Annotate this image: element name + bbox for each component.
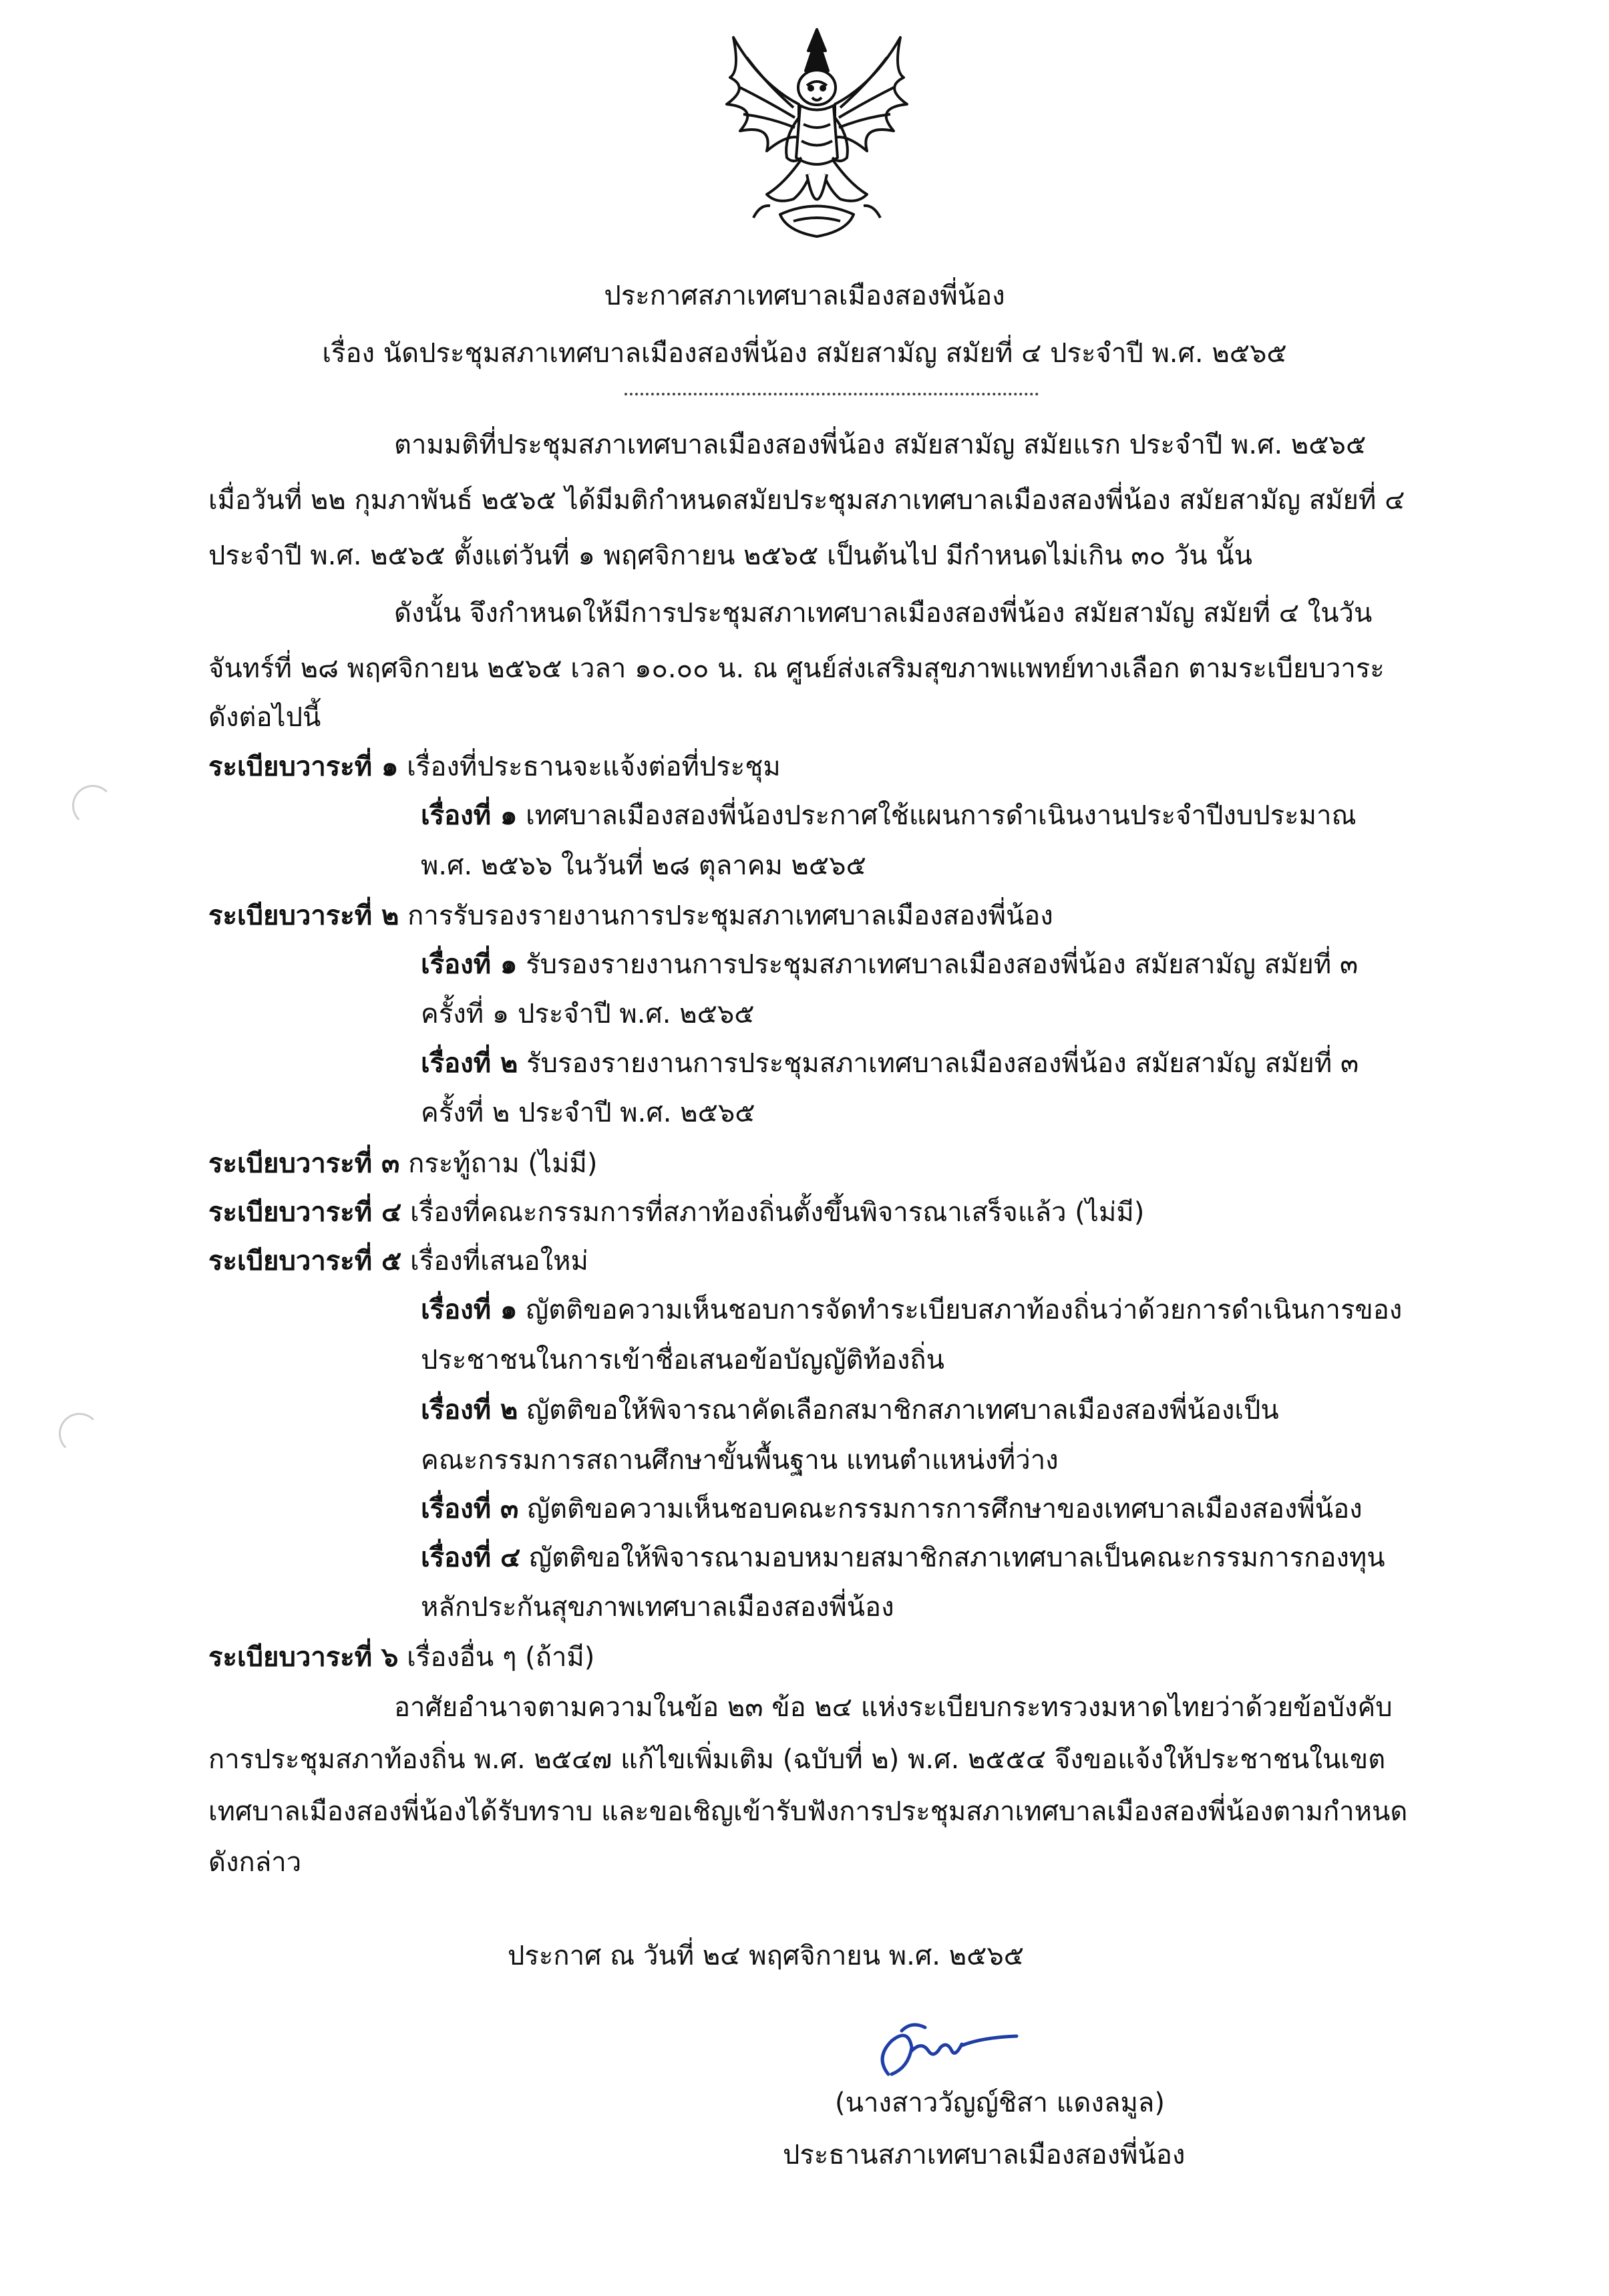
- paragraph-1-line: ประจำปี พ.ศ. ๒๕๖๕ ตั้งแต่วันที่ ๑ พฤศจิกายน ๒๕๖๕ เป็นต้นไป มีกำหนดไม่เกิน ๓๐ วัน นั้น: [208, 540, 1252, 571]
- paragraph-2-line: ดังต่อไปนี้: [208, 702, 321, 733]
- subitem-label: เรื่องที่ ๔: [421, 1542, 521, 1573]
- paragraph-3-line: การประชุมสภาท้องถิ่น พ.ศ. ๒๕๔๗ แก้ไขเพิ่มเติม (ฉบับที่ ๒) พ.ศ. ๒๕๕๔ จึงขอแจ้งให้ประชาชนในเขต: [208, 1744, 1386, 1775]
- subitem-text: ญัตติขอความเห็นชอบคณะกรรมการการศึกษาของเทศบาลเมืองสองพี่น้อง: [527, 1494, 1363, 1524]
- agenda-item-5: [208, 1244, 588, 1279]
- agenda-label: ระเบียบวาระที่ ๕: [208, 1246, 402, 1277]
- agenda-subitem: [421, 1492, 1363, 1526]
- agenda-text: กระทู้ถาม (ไม่มี): [408, 1148, 598, 1179]
- subitem-text: รับรองรายงานการประชุมสภาเทศบาลเมืองสองพี่น้อง สมัยสามัญ สมัยที่ ๓: [526, 1048, 1359, 1079]
- subitem-continuation: คณะกรรมการสถานศึกษาขั้นพื้นฐาน แทนตำแหน่งที่ว่าง: [421, 1445, 1059, 1476]
- agenda-text: เรื่องที่ประธานจะแจ้งต่อที่ประชุม: [407, 752, 781, 782]
- agenda-text: เรื่องที่เสนอใหม่: [410, 1246, 588, 1277]
- agenda-subitem: [421, 1540, 1385, 1575]
- announcement-subject: เรื่อง นัดประชุมสภาเทศบาลเมืองสองพี่น้อง สมัยสามัญ สมัยที่ ๔ ประจำปี พ.ศ. ๒๕๖๕: [322, 338, 1287, 369]
- paragraph-3-line: อาศัยอำนาจตามความในข้อ ๒๓ ข้อ ๒๔ แห่งระเบียบกระทรวงมหาดไทยว่าด้วยข้อบังคับ: [394, 1692, 1393, 1723]
- agenda-subitem: [421, 798, 1357, 833]
- subitem-continuation: หลักประกันสุขภาพเทศบาลเมืองสองพี่น้อง: [421, 1592, 894, 1623]
- agenda-subitem: [421, 1393, 1279, 1428]
- signer-title: ประธานสภาเทศบาลเมืองสองพี่น้อง: [783, 2140, 1186, 2170]
- subitem-continuation: ประชาชนในการเข้าชื่อเสนอข้อบัญญัติท้องถิ่น: [421, 1345, 944, 1375]
- subitem-label: เรื่องที่ ๑: [421, 949, 518, 980]
- agenda-item-6: [208, 1640, 594, 1675]
- subitem-label: เรื่องที่ ๑: [421, 800, 518, 831]
- agenda-text: เรื่องที่คณะกรรมการที่สภาท้องถิ่นตั้งขึ้นพิจารณาเสร็จแล้ว (ไม่มี): [410, 1197, 1145, 1228]
- agenda-item-3: [208, 1146, 598, 1181]
- subitem-continuation: ครั้งที่ ๒ ประจำปี พ.ศ. ๒๕๖๕: [421, 1098, 755, 1128]
- subitem-label: เรื่องที่ ๒: [421, 1395, 518, 1426]
- announcement-date: ประกาศ ณ วันที่ ๒๔ พฤศจิกายน พ.ศ. ๒๕๖๕: [508, 1941, 1025, 1971]
- punch-hole-mark: [59, 1413, 100, 1454]
- garuda-emblem-icon: [720, 24, 914, 244]
- handwritten-signature: [862, 2011, 1022, 2084]
- subitem-continuation: พ.ศ. ๒๕๖๖ ในวันที่ ๒๘ ตุลาคม ๒๕๖๕: [421, 850, 866, 881]
- paragraph-2-line: ดังนั้น จึงกำหนดให้มีการประชุมสภาเทศบาลเมืองสองพี่น้อง สมัยสามัญ สมัยที่ ๔ ในวัน: [394, 598, 1373, 629]
- agenda-item-1: [208, 750, 781, 784]
- agenda-label: ระเบียบวาระที่ ๑: [208, 752, 399, 782]
- subitem-label: เรื่องที่ ๑: [421, 1295, 518, 1325]
- agenda-label: ระเบียบวาระที่ ๓: [208, 1148, 400, 1179]
- agenda-label: ระเบียบวาระที่ ๒: [208, 900, 399, 931]
- paragraph-3-line: เทศบาลเมืองสองพี่น้องได้รับทราบ และขอเชิญเข้ารับฟังการประชุมสภาเทศบาลเมืองสองพี่น้องตามกำหนด: [208, 1796, 1408, 1827]
- agenda-subitem: [421, 1293, 1402, 1327]
- agenda-text: การรับรองรายงานการประชุมสภาเทศบาลเมืองสองพี่น้อง: [407, 900, 1053, 931]
- agenda-label: ระเบียบวาระที่ ๔: [208, 1197, 402, 1228]
- paragraph-1-line: ตามมติที่ประชุมสภาเทศบาลเมืองสองพี่น้อง สมัยสามัญ สมัยแรก ประจำปี พ.ศ. ๒๕๖๕: [394, 430, 1367, 460]
- agenda-item-2: [208, 898, 1053, 933]
- announcement-title: ประกาศสภาเทศบาลเมืองสองพี่น้อง: [604, 281, 1005, 311]
- subitem-text: รับรองรายงานการประชุมสภาเทศบาลเมืองสองพี่น้อง สมัยสามัญ สมัยที่ ๓: [526, 949, 1359, 980]
- agenda-label: ระเบียบวาระที่ ๖: [208, 1642, 399, 1673]
- paragraph-3-line: ดังกล่าว: [208, 1847, 302, 1878]
- subitem-continuation: ครั้งที่ ๑ ประจำปี พ.ศ. ๒๕๖๕: [421, 999, 755, 1029]
- agenda-text: เรื่องอื่น ๆ (ถ้ามี): [407, 1642, 595, 1673]
- paragraph-1-line: เมื่อวันที่ ๒๒ กุมภาพันธ์ ๒๕๖๕ ได้มีมติกำหนดสมัยประชุมสภาเทศบาลเมืองสองพี่น้อง สมัยสามัญ สมัยที่ ๔: [208, 485, 1405, 516]
- subitem-label: เรื่องที่ ๒: [421, 1048, 518, 1079]
- subitem-text: ญัตติขอให้พิจารณามอบหมายสมาชิกสภาเทศบาลเป็นคณะกรรมการกองทุน: [529, 1542, 1385, 1573]
- agenda-item-4: [208, 1195, 1144, 1230]
- agenda-subitem: [421, 947, 1358, 982]
- agenda-subitem: [421, 1046, 1359, 1081]
- paragraph-2-line: จันทร์ที่ ๒๘ พฤศจิกายน ๒๕๖๕ เวลา ๑๐.๐๐ น. ณ ศูนย์ส่งเสริมสุขภาพแพทย์ทางเลือก ตามระเบียบวาระ: [208, 653, 1385, 684]
- subitem-text: ญัตติขอความเห็นชอบการจัดทำระเบียบสภาท้องถิ่นว่าด้วยการดำเนินการของ: [526, 1295, 1403, 1325]
- subitem-label: เรื่องที่ ๓: [421, 1494, 519, 1524]
- punch-hole-mark: [72, 785, 114, 826]
- subitem-text: ญัตติขอให้พิจารณาคัดเลือกสมาชิกสภาเทศบาลเมืองสองพี่น้องเป็น: [526, 1395, 1279, 1426]
- subitem-text: เทศบาลเมืองสองพี่น้องประกาศใช้แผนการดำเนินงานประจำปีงบประมาณ: [526, 800, 1357, 831]
- signer-name: (นางสาววัญญ์ชิสา แดงลมูล): [835, 2088, 1165, 2118]
- dotted-separator: [624, 393, 1039, 395]
